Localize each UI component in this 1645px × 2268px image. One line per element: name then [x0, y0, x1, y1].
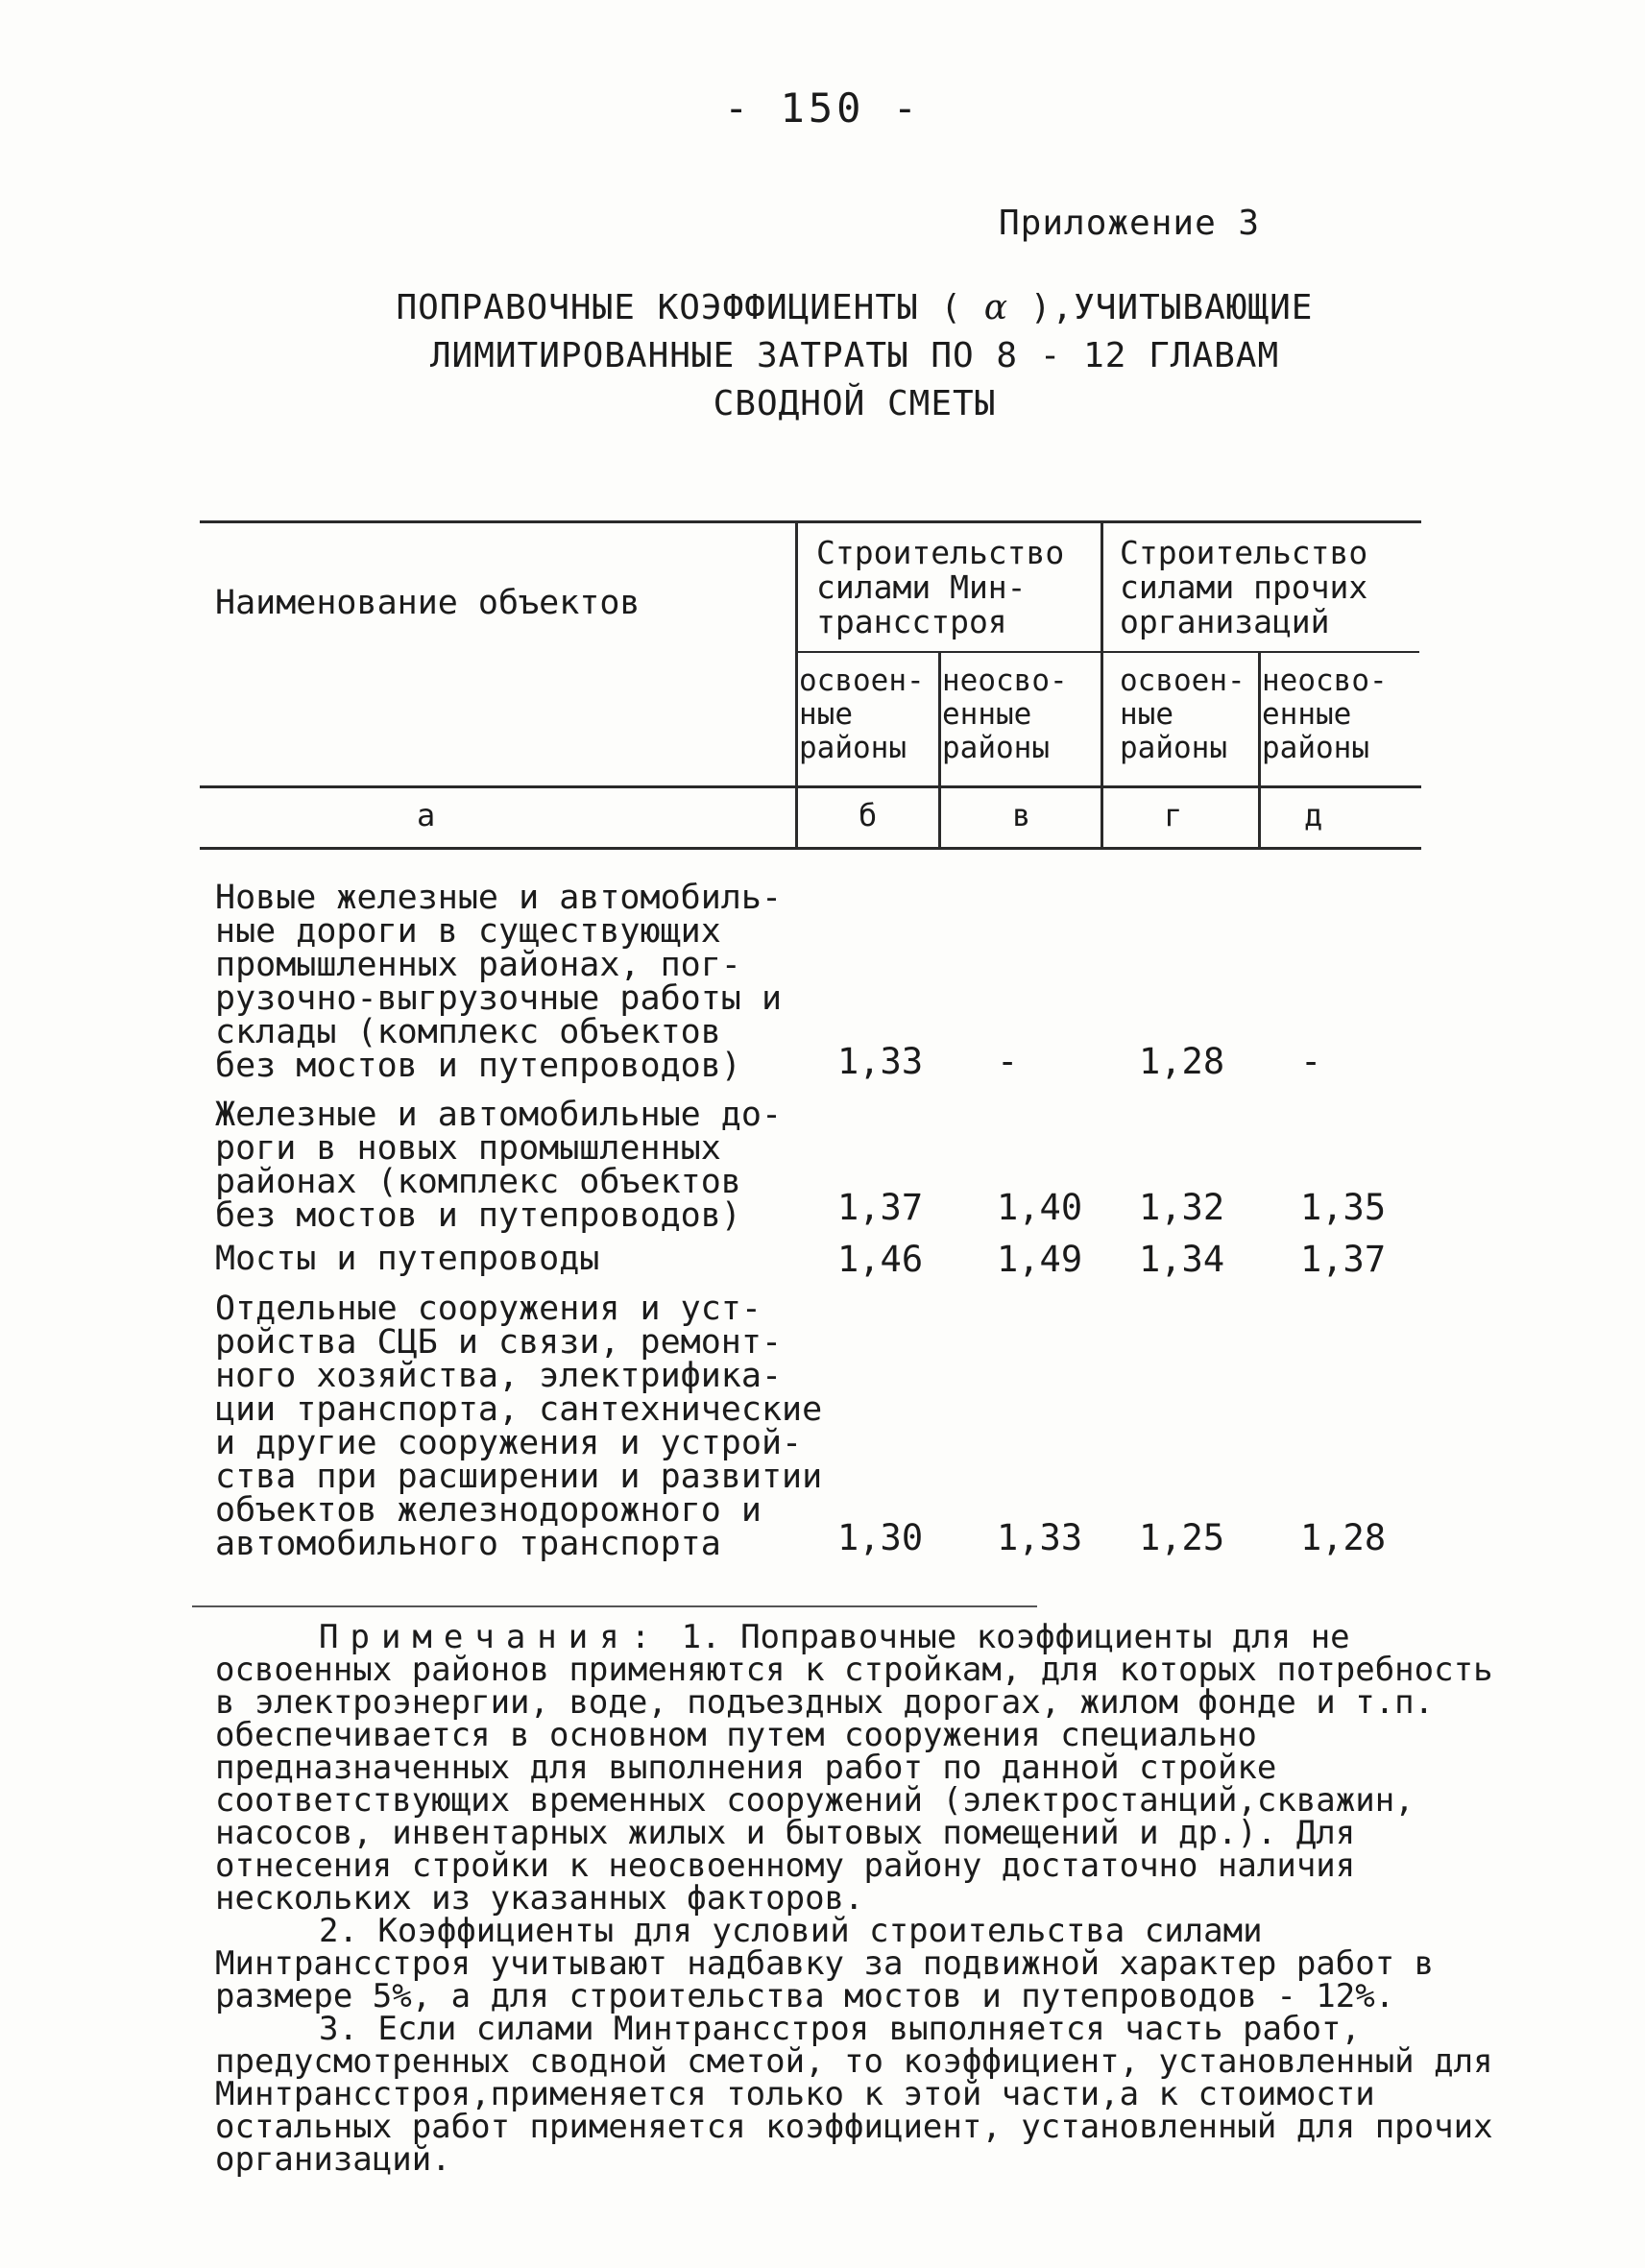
- col-divider-sub-1: [938, 653, 941, 849]
- table-cell: 1,33: [997, 1517, 1083, 1558]
- note-2: 2. Коэффициенты для условий строительства силами Минтрансстроя учитывают надбавку за подвижной характер работ в размере 5%, а для строительства мостов и путепроводов - 12%.: [215, 1912, 1435, 2015]
- table-cell: 1,40: [997, 1187, 1083, 1228]
- table-row-name: Отдельные сооружения и уст- ройства СЦБ и связи, ремонт- ного хозяйства, электрифика- ции транспорта, сантехнические и другие сооружения и устрой- ства при расширении и развитии объектов железнодорожного и автомобильного транспорта: [215, 1290, 823, 1563]
- appendix-label: Приложение 3: [999, 204, 1261, 243]
- alpha-symbol: α: [983, 288, 1009, 327]
- table-cell: 1,30: [837, 1517, 924, 1558]
- table-row-name: Мосты и путепроводы: [215, 1240, 600, 1278]
- table-cell: 1,37: [837, 1187, 924, 1228]
- document-title: [0, 284, 1645, 428]
- table-cell: 1,28: [1300, 1517, 1387, 1558]
- notes-label: Примечания:: [319, 1618, 663, 1656]
- title-line-1-start: ПОПРАВОЧНЫЕ КОЭФФИЦИЕНТЫ (: [396, 288, 963, 327]
- table-cell: 1,34: [1139, 1239, 1225, 1280]
- column-letter-g: г: [1164, 797, 1183, 833]
- column-letter-b: б: [859, 797, 878, 833]
- table-cell: 1,25: [1139, 1517, 1225, 1558]
- table-row-name: Новые железные и автомобиль- ные дороги в существующих промышленных районах, пог- рузочно-выгрузочные работы и склады (комплекс объектов без мостов и путепроводов): [215, 879, 783, 1085]
- group-header-other-orgs: Строительство силами прочих организаций: [1120, 534, 1368, 640]
- table-cell: 1,32: [1139, 1187, 1225, 1228]
- column-letter-a: а: [417, 797, 436, 833]
- header-bottom-rule: [200, 785, 1421, 788]
- note-1: [215, 1618, 1502, 1918]
- page-number: - 150 -: [723, 84, 921, 132]
- notes-separator: [192, 1605, 1037, 1607]
- sub-header-developed-1: освоен- ные районы: [799, 664, 925, 765]
- table-cell: 1,49: [997, 1239, 1083, 1280]
- group-header-mintransstroy: Строительство силами Мин- трансстроя: [816, 534, 1065, 640]
- table-cell: 1,37: [1300, 1239, 1387, 1280]
- title-line-3: СВОДНОЙ СМЕТЫ: [713, 384, 997, 423]
- col-divider-group: [1101, 520, 1103, 849]
- table-cell: 1,28: [1139, 1041, 1225, 1082]
- note-1-text: 1. Поправочные коэффициенты для не освоенных районов применяются к стройкам, для которых потребность в электроэнергии, воде, подъездных дорогах, жилом фонде и т.п. обеспечивается в основном путем сооружения специально предназначенных для выполнения работ по данной стройке соответствующих временных сооружений (электростанций,скважин, насосов, инвентарных жилых и бытовых помещений и др.). Для отнесения стройки к неосвоенному району достаточно наличия нескольких из указанных факторов.: [215, 1618, 1493, 1918]
- col-divider-sub-2: [1258, 653, 1261, 849]
- column-letter-d: д: [1304, 797, 1323, 833]
- table-cell: -: [1300, 1041, 1322, 1082]
- table-row-name: Железные и автомобильные до- роги в новых промышленных районах (комплекс объектов без мостов и путепроводов): [215, 1096, 783, 1235]
- title-line-1-end: ),УЧИТЫВАЮЩИЕ: [1029, 288, 1314, 327]
- name-column-header: Наименование объектов: [215, 584, 641, 622]
- table-top-rule: [200, 520, 1421, 523]
- sub-header-undeveloped-1: неосво- енные районы: [942, 664, 1068, 765]
- table-cell: -: [997, 1041, 1019, 1082]
- notes-section: [215, 1618, 1502, 2179]
- column-letter-v: в: [1012, 797, 1031, 833]
- table-cell: 1,46: [837, 1239, 924, 1280]
- table-cell: 1,35: [1300, 1187, 1387, 1228]
- table-cell: 1,33: [837, 1041, 924, 1082]
- col-divider-name: [795, 520, 798, 849]
- letters-bottom-rule: [200, 847, 1421, 850]
- title-line-1: [0, 284, 1645, 332]
- sub-header-undeveloped-2: неосво- енные районы: [1262, 664, 1388, 765]
- sub-header-developed-2: освоен- ные районы: [1120, 664, 1246, 765]
- note-3: 3. Если силами Минтрансстроя выполняется часть работ, предусмотренных сводной сметой, то коэффициент, установленный для Минтрансстроя,применяется только к этой части,а к стоимости остальных работ применяется коэффициент, установленный для прочих организаций.: [215, 2010, 1493, 2179]
- header-mid-rule: [797, 651, 1419, 653]
- title-line-2: ЛИМИТИРОВАННЫЕ ЗАТРАТЫ ПО 8 - 12 ГЛАВАМ: [429, 336, 1280, 375]
